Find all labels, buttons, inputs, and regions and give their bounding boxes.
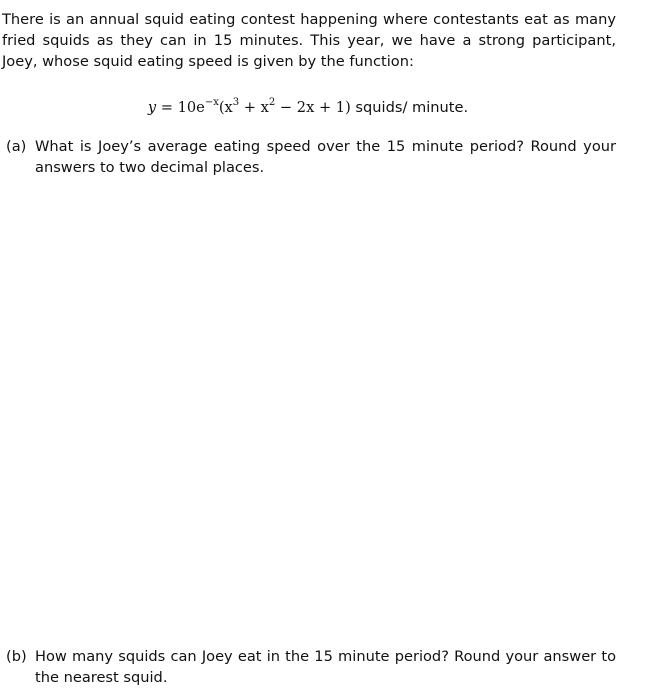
equation-exponent: −x bbox=[204, 97, 219, 109]
question-a bbox=[6, 136, 616, 178]
speed-equation bbox=[0, 97, 616, 119]
question-b-text: How many squids can Joey eat in the 15 minute period? Round your answer to the nearest squid. bbox=[35, 648, 616, 686]
equation-rest: − 2x + 1) bbox=[275, 99, 351, 116]
problem-intro: There is an annual squid eating contest happening where contestants eat as many fried squids as they can in 15 minutes. This year, we have a strong participant, Joey, whose squid eating speed is given by the function: bbox=[2, 11, 616, 70]
equation-open: (x bbox=[218, 99, 233, 116]
question-a-label: (a) bbox=[6, 138, 27, 155]
equation-square: 2 bbox=[268, 97, 276, 109]
equation-lhs: y bbox=[147, 99, 157, 116]
question-b bbox=[6, 646, 616, 688]
equation-coefficient: = 10e bbox=[156, 99, 205, 116]
equation-plus: + x bbox=[239, 99, 269, 116]
question-b-label: (b) bbox=[6, 648, 27, 665]
equation-units: squids/ minute. bbox=[350, 99, 469, 116]
equation-cube: 3 bbox=[232, 97, 240, 109]
question-a-text: What is Joey’s average eating speed over the 15 minute period? Round your answers to two decimal places. bbox=[35, 138, 616, 176]
equation-math bbox=[148, 99, 351, 116]
